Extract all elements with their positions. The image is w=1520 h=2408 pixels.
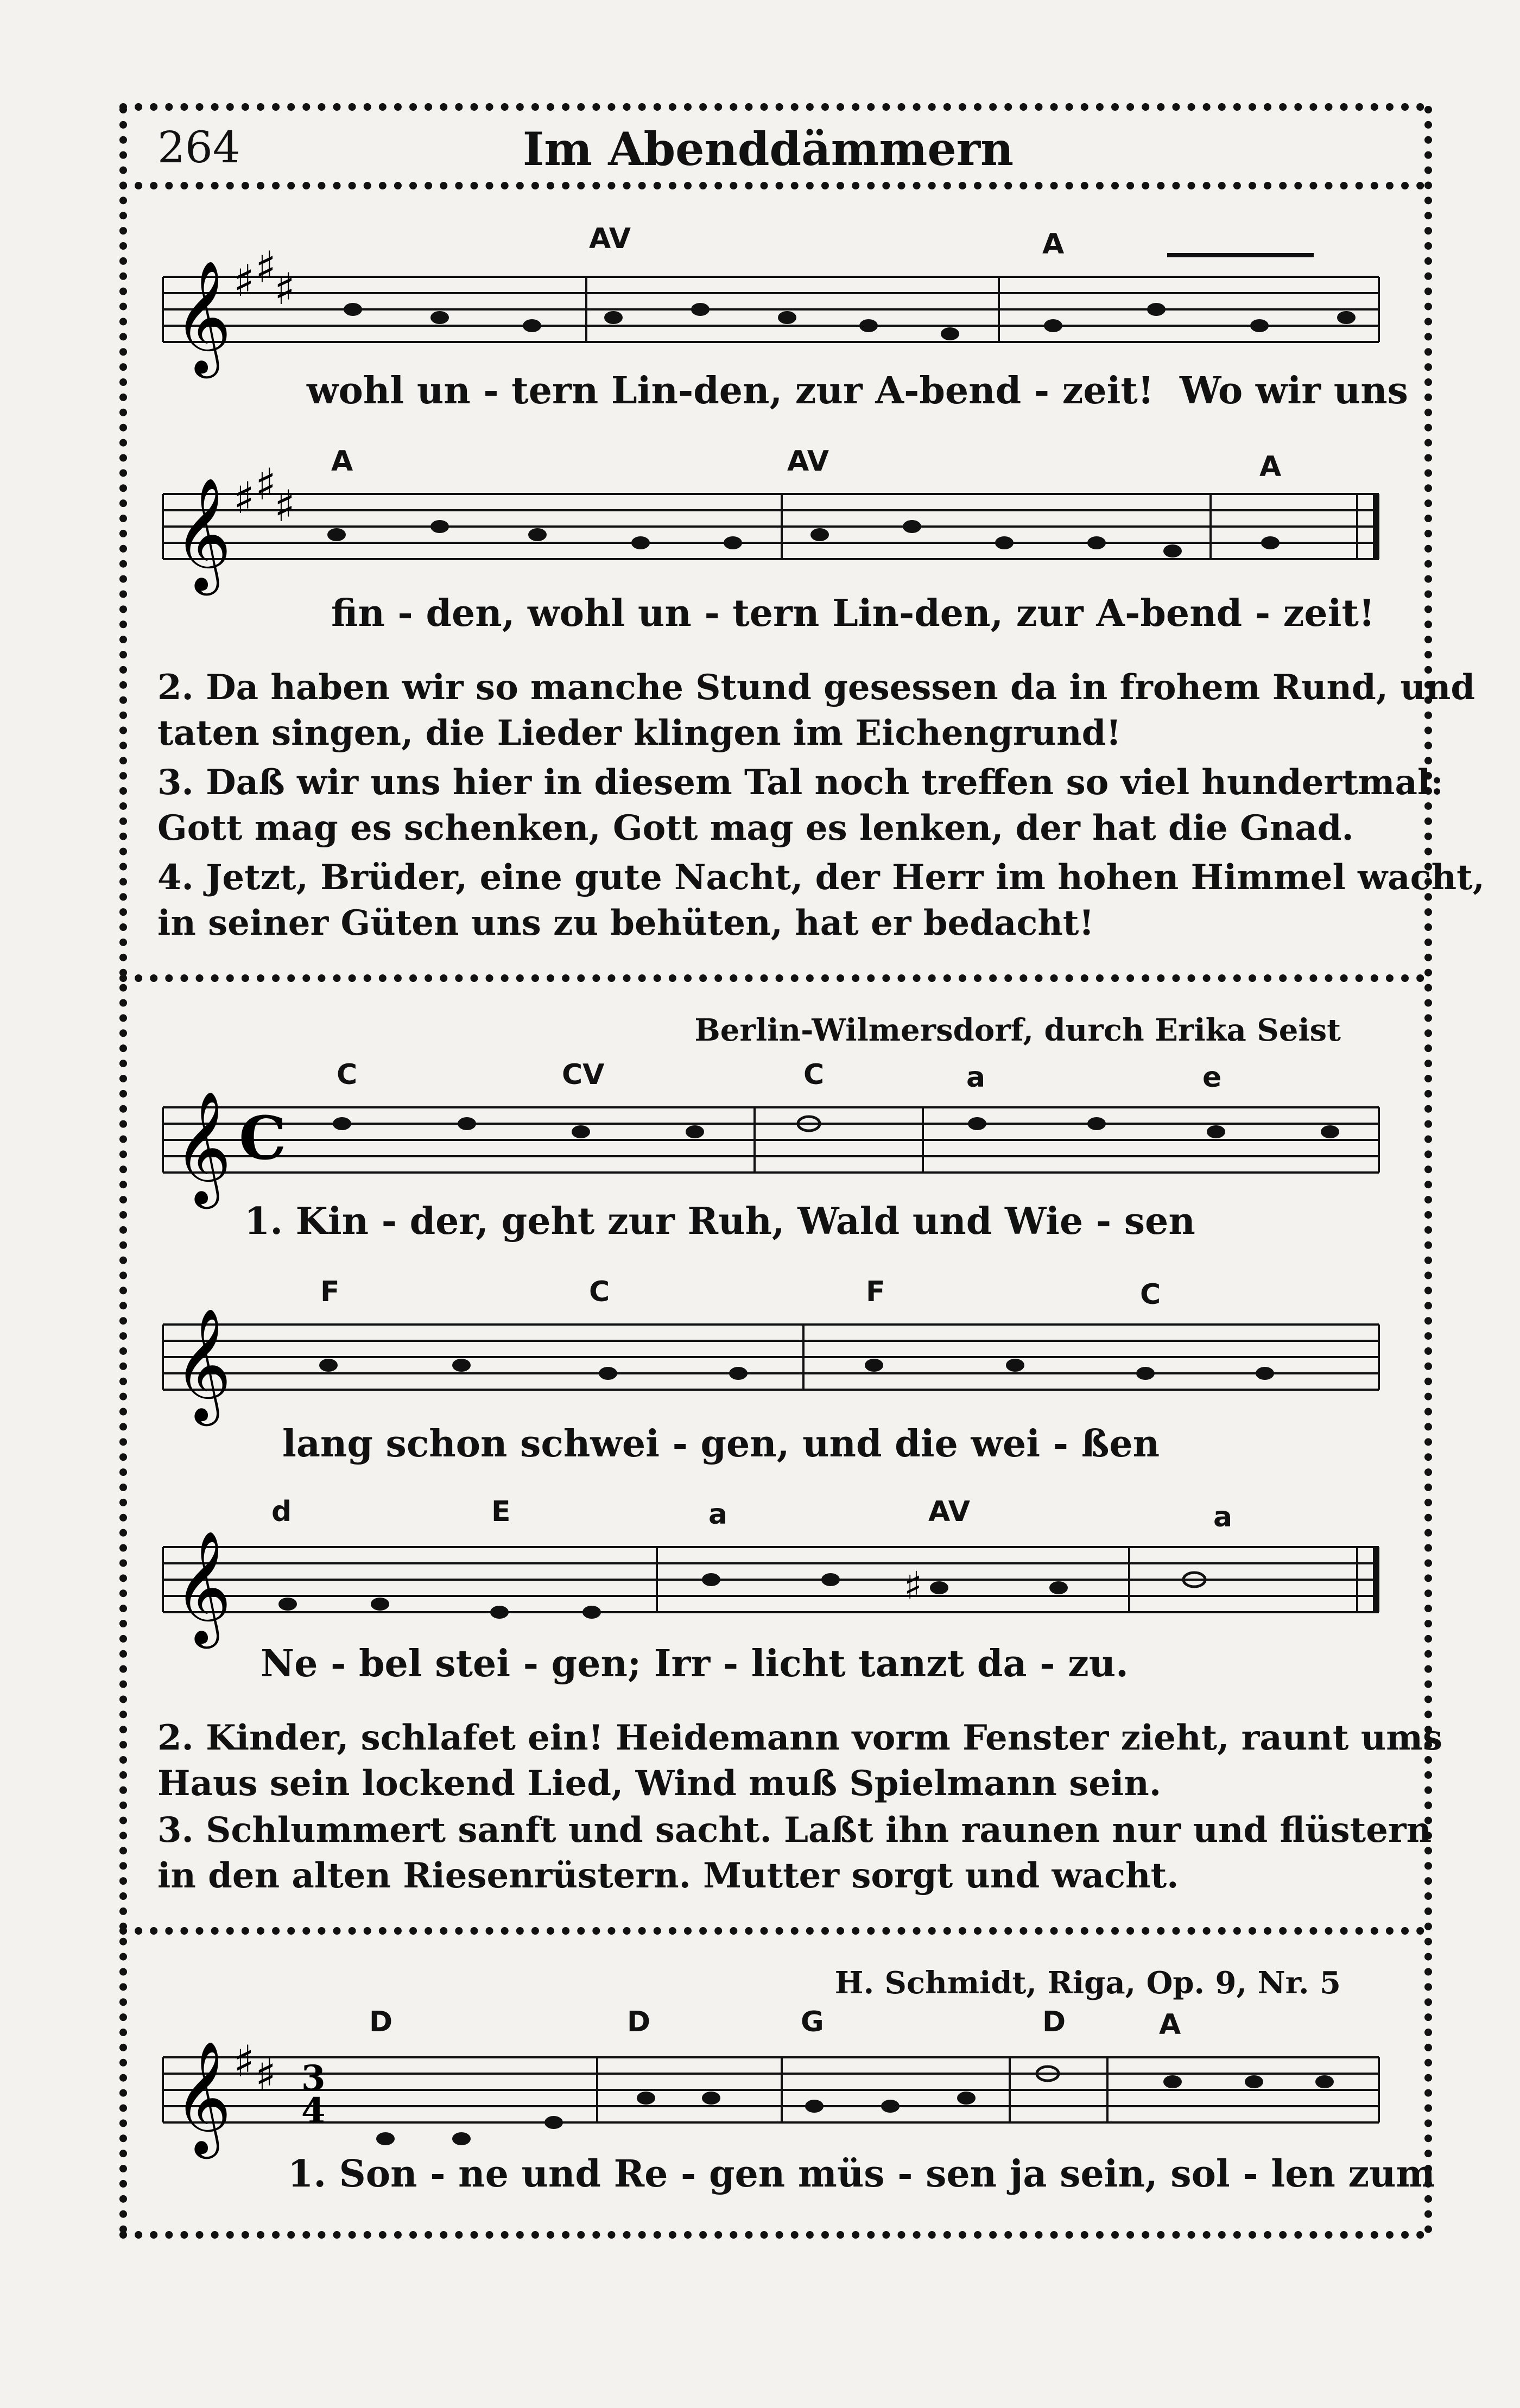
svg-text:♯: ♯ bbox=[233, 473, 255, 523]
page-header bbox=[136, 111, 1401, 179]
time-signature-bottom: 4 bbox=[301, 2090, 326, 2131]
lyric-line: Ne - bel stei - gen; Irr - licht tanzt da - zu. bbox=[261, 1642, 1129, 1685]
chord-label: a bbox=[966, 1061, 986, 1094]
verse-4 bbox=[157, 855, 1485, 946]
verse-line: 3. Daß wir uns hier in diesem Tal noch treffen so viel hundertmal: bbox=[157, 762, 1443, 803]
lyric-line: 1. Kin - der, geht zur Ruh, Wald und Wie - sen bbox=[244, 1200, 1195, 1243]
svg-text:𝄞: 𝄞 bbox=[174, 1308, 232, 1421]
chord-label: C bbox=[1140, 1278, 1161, 1311]
svg-text:♯: ♯ bbox=[255, 2050, 276, 2100]
svg-text:♯: ♯ bbox=[255, 459, 276, 510]
chord-label: CV bbox=[562, 1059, 605, 1091]
verse-line: 4. Jetzt, Brüder, eine gute Nacht, der Herr im hohen Himmel wacht, bbox=[157, 857, 1485, 898]
running-title: Im Abenddämmern bbox=[522, 122, 1014, 176]
svg-text:♯: ♯ bbox=[274, 264, 295, 314]
song-divider-1 bbox=[119, 974, 1424, 982]
verse-line: Gott mag es schenken, Gott mag es lenken, der hat die Gnad. bbox=[157, 808, 1354, 848]
music-staff bbox=[163, 2036, 1384, 2160]
verse-line: 2. Kinder, schlafet ein! Heidemann vorm Fenster zieht, raunt ums bbox=[157, 1718, 1442, 1758]
svg-text:♯: ♯ bbox=[233, 2036, 255, 2087]
verse-2 bbox=[157, 665, 1475, 756]
lyric-line: wohl un - tern Lin-den, zur A-bend - zeit! Wo wir uns bbox=[307, 369, 1408, 413]
music-staff bbox=[163, 1303, 1384, 1422]
chord-label: D bbox=[627, 2006, 651, 2038]
chord-label: C bbox=[589, 1276, 610, 1308]
verse-3 bbox=[157, 1808, 1432, 1899]
lyric-line: 1. Son - ne und Re - gen müs - sen ja sein, sol - len zum bbox=[288, 2152, 1435, 2196]
chord-label: e bbox=[1202, 1061, 1222, 1094]
svg-text:C: C bbox=[239, 1103, 287, 1173]
verse-3 bbox=[157, 760, 1443, 851]
chord-label: A bbox=[1159, 2008, 1181, 2041]
verse-line: in seiner Güten uns zu behüten, hat er bedacht! bbox=[157, 903, 1094, 943]
chord-label: A bbox=[331, 445, 353, 478]
chord-label: E bbox=[491, 1496, 511, 1528]
chord-label: AV bbox=[589, 223, 631, 255]
page-number: 264 bbox=[157, 122, 240, 173]
chord-label: G bbox=[801, 2006, 824, 2038]
svg-text:𝄞: 𝄞 bbox=[174, 477, 232, 591]
time-signature-top: 3 bbox=[301, 2058, 326, 2099]
chord-label: A bbox=[1259, 451, 1282, 483]
svg-text:♯: ♯ bbox=[904, 1563, 922, 1608]
svg-text:♯: ♯ bbox=[255, 242, 276, 293]
chord-label: D bbox=[1042, 2006, 1066, 2038]
verse-line: taten singen, die Lieder klingen im Eichengrund! bbox=[157, 713, 1122, 753]
svg-text:𝄞: 𝄞 bbox=[174, 260, 232, 373]
song-divider-2 bbox=[119, 1927, 1424, 1935]
lyric-line: fin - den, wohl un - tern Lin-den, zur A-bend - zeit! bbox=[331, 592, 1375, 635]
header-divider bbox=[119, 182, 1424, 189]
chord-label: a bbox=[1213, 1501, 1233, 1533]
svg-text:♯: ♯ bbox=[274, 481, 295, 531]
svg-text:𝄞: 𝄞 bbox=[174, 1530, 232, 1644]
svg-text:𝄞: 𝄞 bbox=[174, 1091, 232, 1204]
chord-label: D bbox=[369, 2006, 393, 2038]
chord-label: AV bbox=[928, 1496, 970, 1528]
chord-label: F bbox=[866, 1276, 885, 1308]
composer-attribution: H. Schmidt, Riga, Op. 9, Nr. 5 bbox=[834, 1965, 1341, 2001]
chord-label: AV bbox=[787, 445, 829, 478]
composer-attribution: Berlin-Wilmersdorf, durch Erika Seist bbox=[694, 1012, 1341, 1048]
chord-label: F bbox=[320, 1276, 340, 1308]
verse-2 bbox=[157, 1715, 1442, 1807]
border-top bbox=[119, 103, 1424, 111]
verse-line: 3. Schlummert sanft und sacht. Laßt ihn raunen nur und flüstern bbox=[157, 1810, 1432, 1851]
svg-text:♯: ♯ bbox=[233, 256, 255, 306]
music-staff bbox=[163, 1086, 1384, 1205]
chord-label: A bbox=[1042, 228, 1065, 261]
chord-label: a bbox=[708, 1498, 728, 1531]
verse-line: 2. Da haben wir so manche Stund gesessen da in frohem Rund, und bbox=[157, 667, 1475, 708]
chord-label: C bbox=[337, 1059, 358, 1091]
svg-text:𝄞: 𝄞 bbox=[174, 2041, 232, 2154]
verse-line: in den alten Riesenrüstern. Mutter sorgt und wacht. bbox=[157, 1855, 1179, 1896]
border-bottom bbox=[119, 2231, 1424, 2239]
chord-label: d bbox=[271, 1496, 292, 1528]
chord-label: C bbox=[803, 1059, 825, 1091]
verse-line: Haus sein lockend Lied, Wind muß Spielmann sein. bbox=[157, 1763, 1162, 1804]
lyric-line: lang schon schwei - gen, und die wei - ßen bbox=[282, 1422, 1160, 1466]
music-staff bbox=[163, 1525, 1384, 1645]
